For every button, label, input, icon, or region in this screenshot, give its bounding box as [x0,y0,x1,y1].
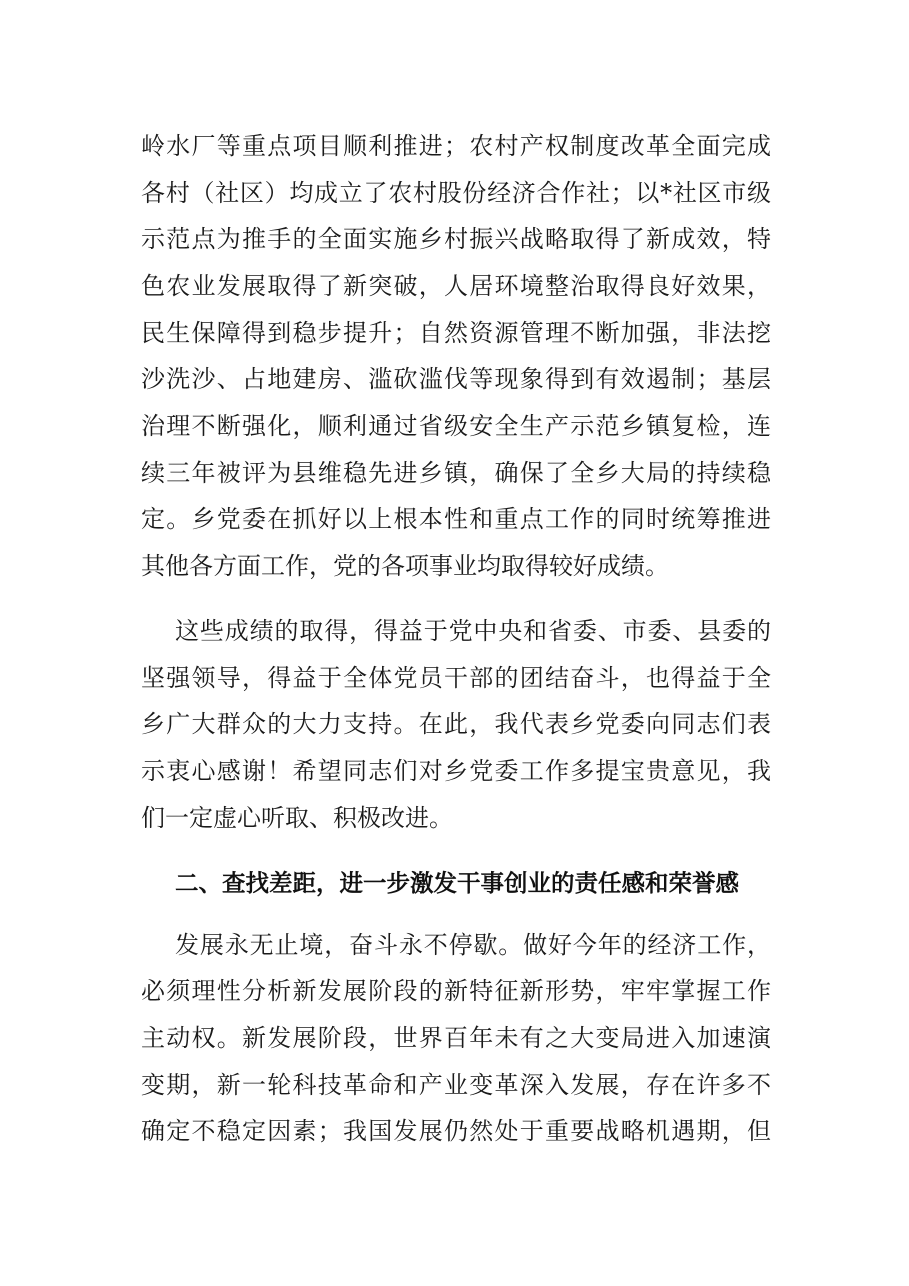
paragraph-3-line-4: 变期，新一轮科技革命和产业变革深入发展，存在许多不 [141,1071,771,1099]
paragraph-1-line-8: 续三年被评为县维稳先进乡镇，确保了全乡大局的持续稳 [141,459,771,487]
paragraph-1-line-4: 色农业发展取得了新突破，人居环境整治取得良好效果， [141,272,771,300]
paragraph-3-line-5: 确定不稳定因素；我国发展仍然处于重要战略机遇期，但 [141,1117,771,1145]
paragraph-3-line-1: 发展永无止境，奋斗永不停歇。做好今年的经济工作， [175,931,771,959]
paragraph-2-line-4: 示衷心感谢！希望同志们对乡党委工作多提宝贵意见，我 [141,757,771,785]
paragraph-2-line-3: 乡广大群众的大力支持。在此，我代表乡党委向同志们表 [141,710,771,738]
paragraph-1-line-5: 民生保障得到稳步提升；自然资源管理不断加强，非法挖 [141,319,771,347]
paragraph-1-line-10: 其他各方面工作，党的各项事业均取得较好成绩。 [141,552,669,580]
paragraph-1-line-6: 沙洗沙、占地建房、滥砍滥伐等现象得到有效遏制；基层 [141,365,771,393]
paragraph-1-line-9: 定。乡党委在抓好以上根本性和重点工作的同时统筹推进 [141,505,771,533]
paragraph-1-line-3: 示范点为推手的全面实施乡村振兴战略取得了新成效，特 [141,225,771,253]
paragraph-3-line-2: 必须理性分析新发展阶段的新特征新形势，牢牢掌握工作 [141,977,771,1005]
paragraph-3-line-3: 主动权。新发展阶段，世界百年未有之大变局进入加速演 [141,1024,771,1052]
paragraph-2-line-5: 们一定虚心听取、积极改进。 [141,804,453,832]
section-heading: 二、查找差距，进一步激发干事创业的责任感和荣誉感 [175,869,739,897]
paragraph-1-line-1: 岭水厂等重点项目顺利推进；农村产权制度改革全面完成 [141,132,771,160]
paragraph-1-line-2: 各村（社区）均成立了农村股份经济合作社；以*社区市级 [141,179,771,207]
paragraph-2-line-2: 坚强领导，得益于全体党员干部的团结奋斗，也得益于全 [141,664,771,692]
paragraph-2-line-1: 这些成绩的取得，得益于党中央和省委、市委、县委的 [175,617,771,645]
paragraph-1-line-7: 治理不断强化，顺利通过省级安全生产示范乡镇复检，连 [141,412,771,440]
